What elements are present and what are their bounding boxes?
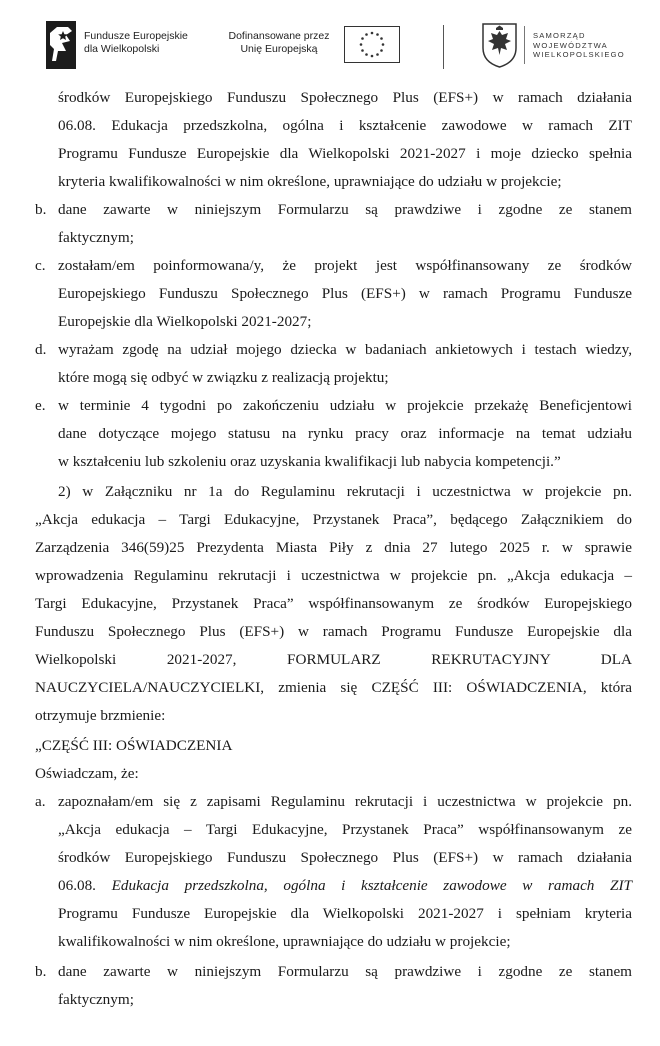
- text-line: Programu Fundusze Europejskie dla Wielkopolski 2021-2027 i spełniam kryteria: [58, 905, 632, 922]
- list-label-b: b.: [35, 963, 47, 980]
- text-line: w kształceniu lub szkoleniu oraz uzyskania kwalifikacji lub nabycia kompetencji.”: [58, 453, 561, 470]
- text-line: zapoznałam/em się z zapisami Regulaminu rekrutacji i uczestnictwa w projekcie pn.: [58, 793, 632, 810]
- text-line: dane dotyczące mojego statusu na rynku pracy oraz informacje na temat udziału: [58, 425, 632, 442]
- text-line: środków Europejskiego Funduszu Społecznego Plus (EFS+) w ramach działania: [58, 849, 632, 866]
- text-line: Europejskiego Funduszu Społecznego Plus (EFS+) w ramach Programu Fundusze: [58, 285, 632, 302]
- text-line: Zarządzenia 346(59)25 Prezydenta Miasta Piły z dnia 27 lutego 2025 r. w sprawie: [35, 539, 632, 556]
- declaration-intro: Oświadczam, że:: [35, 765, 139, 782]
- text-segment: 06.08.: [58, 877, 96, 894]
- fe-line1: Fundusze Europejskie: [84, 30, 188, 42]
- text-line: Programu Fundusze Europejskie dla Wielkopolski 2021-2027 i moje dziecko spełnia: [58, 145, 632, 162]
- text-line: środków Europejskiego Funduszu Społecznego Plus (EFS+) w ramach działania: [58, 89, 632, 106]
- text-line: dane zawarte w niniejszym Formularzu są prawdziwe i zgodne ze stanem: [58, 201, 632, 218]
- text-line-mixed: [58, 876, 632, 896]
- list-label-d: d.: [35, 341, 47, 358]
- samorzad-line3: WIELKOPOLSKIEGO: [533, 50, 625, 59]
- text-line: Europejskie dla Wielkopolski 2021-2027;: [58, 313, 312, 330]
- list-label-e: e.: [35, 397, 46, 414]
- text-line: kryteria kwalifikowalności w nim określone, uprawniające do udziału w projekcie;: [58, 173, 562, 190]
- text-line: dane zawarte w niniejszym Formularzu są prawdziwe i zgodne ze stanem: [58, 963, 632, 980]
- fe-line2: dla Wielkopolski: [84, 43, 160, 55]
- text-line: faktycznym;: [58, 991, 134, 1008]
- text-line: 06.08. Edukacja przedszkolna, ogólna i kształcenie zawodowe w ramach ZIT: [58, 117, 632, 134]
- text-line: NAUCZYCIELA/NAUCZYCIELKI, zmienia się CZĘŚĆ III: OŚWIADCZENIA, która: [35, 679, 632, 696]
- list-label-a: a.: [35, 793, 46, 810]
- list-label-c: c.: [35, 257, 46, 274]
- samorzad-line2: WOJEWÓDZTWA: [533, 40, 608, 50]
- text-line: wyrażam zgodę na udział mojego dziecka w badaniach ankietowych i testach wiedzy,: [58, 341, 632, 358]
- italic-segment: Edukacja przedszkolna, ogólna i kształcenie zawodowe w ramach ZIT: [111, 877, 632, 894]
- cofinanced-line1: Dofinansowane przez: [228, 30, 330, 42]
- text-line: w terminie 4 tygodni po zakończeniu udziału w projekcie przekażę Beneficjentowi: [58, 397, 632, 414]
- text-line: Targi Edukacyjne, Przystanek Praca” współfinansowanym ze środków Europejskiego: [35, 595, 632, 612]
- cofinanced-line2: Unię Europejską: [240, 43, 318, 55]
- text-line: faktycznym;: [58, 229, 134, 246]
- text-line: Funduszu Społecznego Plus (EFS+) w ramach Programu Fundusze Europejskie dla: [35, 623, 632, 640]
- text-line: Wielkopolski 2021-2027, FORMULARZ REKRUTACYJNY DLA: [35, 651, 632, 668]
- text-line: „Akcja edukacja – Targi Edukacyjne, Przystanek Praca” współfinansowanym ze: [58, 821, 632, 838]
- text-line: wprowadzenia Regulaminu rekrutacji i uczestnictwa w projekcie pn. „Akcja edukacja –: [35, 567, 632, 584]
- section-title: „CZĘŚĆ III: OŚWIADCZENIA: [35, 737, 233, 754]
- text-line: kwalifikowalności w nim określone, uprawniające do udziału w projekcie;: [58, 933, 511, 950]
- samorzad-line1: SAMORZĄD: [533, 31, 586, 40]
- text-line: „Akcja edukacja – Targi Edukacyjne, Przystanek Praca”, będącego Załącznikiem do: [35, 511, 632, 528]
- text-line: otrzymuje brzmienie:: [35, 707, 166, 724]
- list-label-b: b.: [35, 201, 47, 218]
- text-line: 2) w Załączniku nr 1a do Regulaminu rekrutacji i uczestnictwa w projekcie pn.: [58, 483, 632, 500]
- text-line: zostałam/em poinformowana/y, że projekt jest współfinansowany ze środków: [58, 257, 632, 274]
- text-line: które mogą się odbyć w związku z realizacją projektu;: [58, 369, 389, 386]
